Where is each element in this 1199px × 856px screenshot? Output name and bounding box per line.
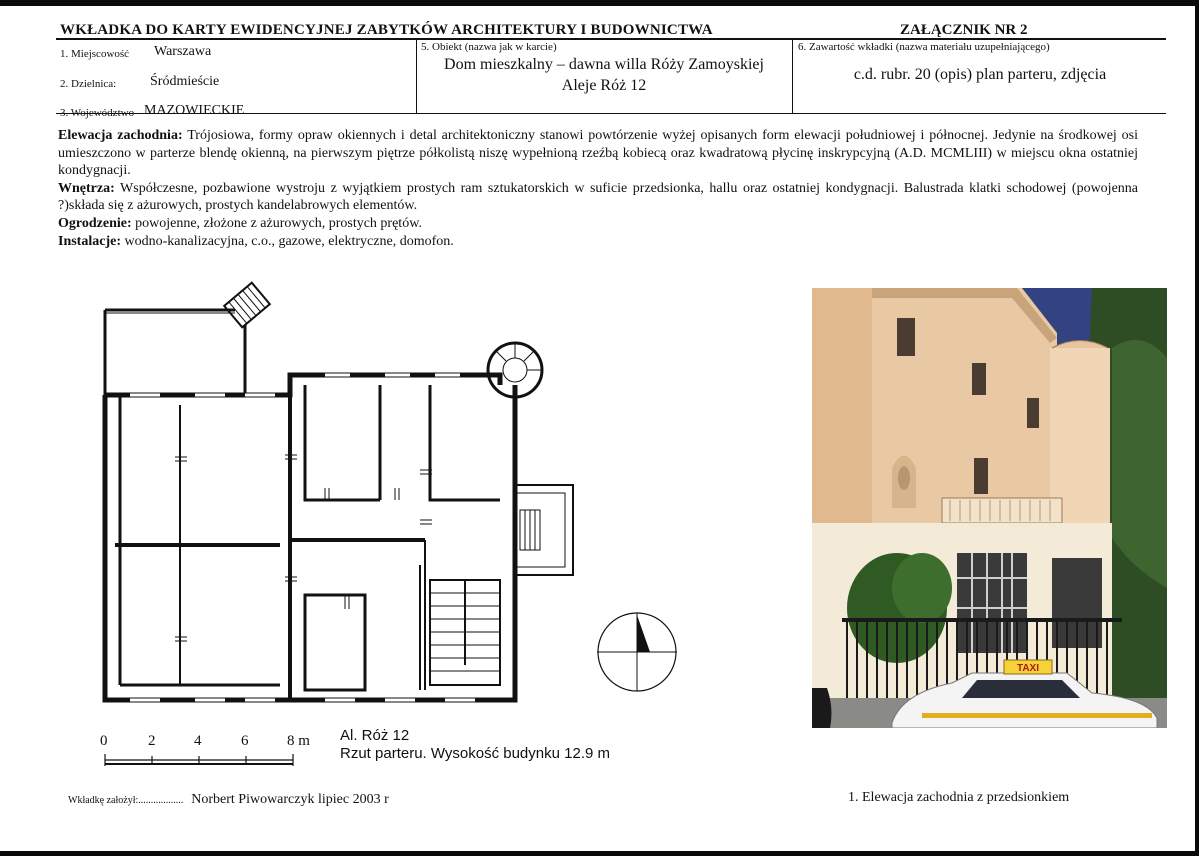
locality-value: Warszawa: [154, 44, 212, 59]
photo-caption: 1. Elewacja zachodnia z przedsionkiem: [848, 790, 1070, 805]
scale-bar: [100, 752, 300, 768]
voivodeship-label: 3. Województwo: [60, 107, 135, 119]
author-label: Wkładkę założył:..................: [68, 795, 184, 806]
north-arrow-icon: [595, 610, 679, 694]
installations-label: Instalacje:: [58, 233, 121, 249]
fence-label: Ogrodzenie:: [58, 215, 132, 231]
object-value-line1: Dom mieszkalny – dawna willa Róży Zamoyskiej: [444, 56, 764, 73]
locality-label: 1. Miejscowość: [60, 48, 130, 60]
description-block: [58, 127, 1138, 250]
voivodeship-value: MAZOWIECKIE: [144, 103, 245, 118]
scan-edge-top: [0, 0, 1199, 6]
author-line: [68, 790, 389, 808]
interior-label: Wnętrza:: [58, 180, 115, 196]
document-title: WKŁADKA DO KARTY EWIDENCYJNEJ ZABYTKÓW ARCHITEKTURY I BUDOWNICTWA: [60, 22, 713, 38]
header-col-divider-1: [416, 38, 417, 114]
west-elevation-text: Trójosiowa, formy opraw okiennych i detal architektoniczny stanowi powtórzenie wyżej opisanych form elewacji południowej i północnej. Jedynie na środkowej osi umieszczono w parterze blendę okienną, na pierwszym piętrze półkolistą niszę wypełnioną rzeźbą kobiecą oraz kwadratową płycinę inskrypcyjną (A.D. MCMLIII) w miejscu okna ostatniej kondygnacji.: [58, 128, 1139, 179]
ground-floor-plan: [95, 275, 595, 710]
author-value: Norbert Piwowarczyk lipiec 2003 r: [191, 792, 389, 807]
west-elevation-paragraph: [58, 127, 1138, 180]
plan-caption: Rzut parteru. Wysokość budynku 12.9 m: [340, 745, 610, 762]
fence-text: powojenne, złożone z ażurowych, prostych prętów.: [131, 215, 422, 231]
plan-address: Al. Róż 12: [340, 727, 410, 744]
scale-label-6: 6: [241, 733, 249, 749]
interior-text: Współczesne, pozbawione wystroju z wyjątkiem prostych ram sztukatorskich w suficie przedsionka, hallu oraz ostatniej kondygnacji. Balustrada klatki schodowej (powojenna ?)składa się z ażurowych, prostych kandelabrowych elementów.: [58, 180, 1138, 214]
object-label: 5. Obiekt (nazwa jak w karcie): [421, 41, 557, 53]
scale-label-0: 0: [100, 733, 108, 749]
district-label: 2. Dzielnica:: [60, 78, 117, 90]
header-rule-top: [56, 38, 1166, 40]
scan-edge-bottom: [0, 851, 1199, 856]
taxi-sign-text: TAXI: [1016, 663, 1040, 674]
installations-text: wodno-kanalizacyjna, c.o., gazowe, elektryczne, domofon.: [121, 233, 454, 249]
annex-number: ZAŁĄCZNIK NR 2: [900, 22, 1028, 38]
interior-paragraph: [58, 180, 1138, 215]
installations-paragraph: [58, 233, 1138, 251]
scale-label-2: 2: [148, 733, 156, 749]
contents-label: 6. Zawartość wkładki (nazwa materiału uzupełniającego): [798, 41, 1050, 53]
district-value: Śródmieście: [150, 74, 220, 89]
building-photo: [812, 288, 1167, 728]
scale-label-8m: 8 m: [287, 733, 310, 749]
scan-edge-right: [1195, 0, 1199, 856]
scale-label-4: 4: [194, 733, 202, 749]
header-col-divider-2: [792, 38, 793, 114]
contents-value: c.d. rubr. 20 (opis) plan parteru, zdjęcia: [853, 66, 1107, 83]
west-elevation-label: Elewacja zachodnia:: [58, 128, 183, 143]
object-value-line2: Aleje Róż 12: [561, 77, 647, 94]
fence-paragraph: [58, 215, 1138, 233]
